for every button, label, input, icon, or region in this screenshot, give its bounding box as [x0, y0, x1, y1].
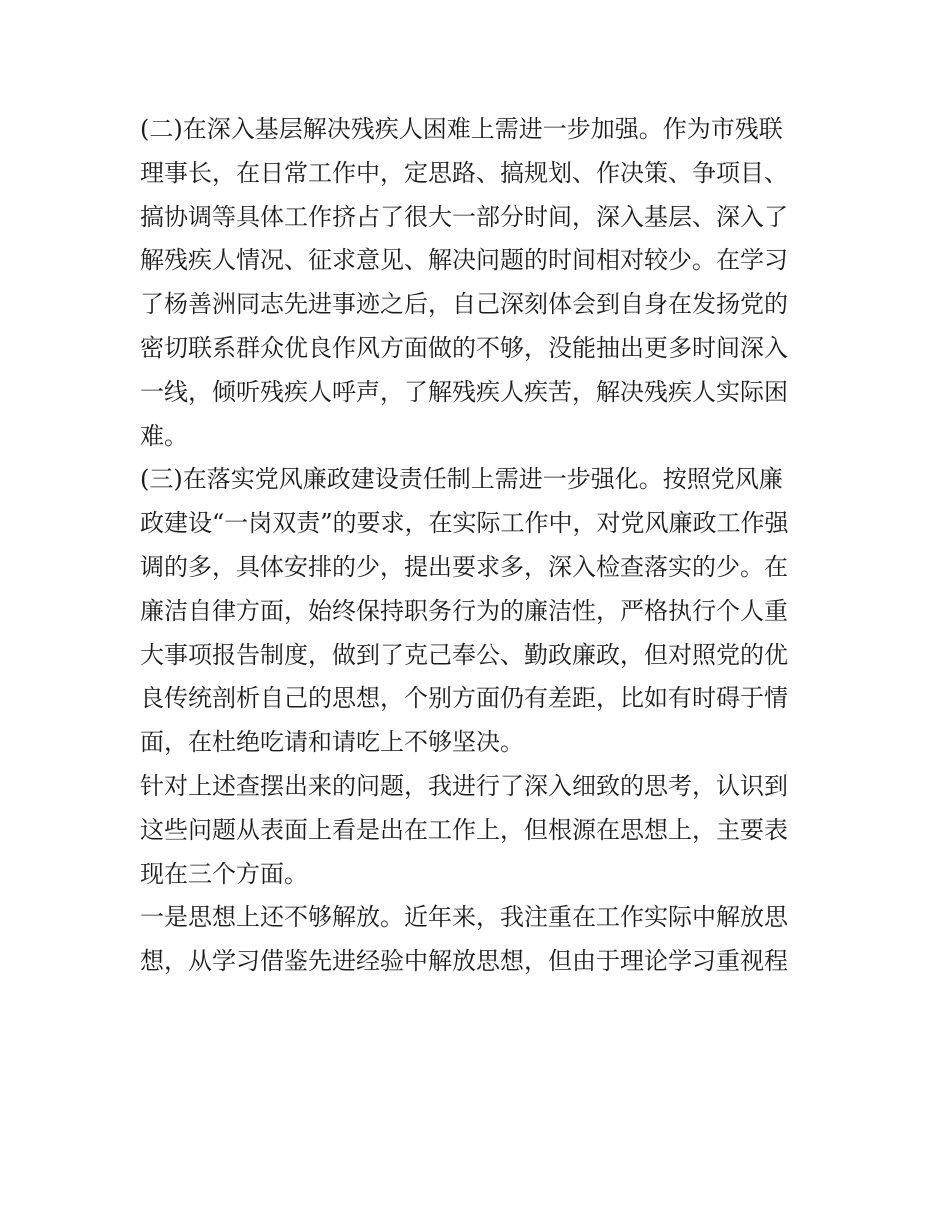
text-line: 面，在杜绝吃请和请吃上不够坚决。: [140, 728, 524, 757]
text-line: 了杨善洲同志先进事迹之后，自己深刻体会到自身在发扬党的: [140, 290, 788, 319]
text-line: 廉洁自律方面，始终保持职务行为的廉洁性，严格执行个人重: [140, 596, 788, 625]
text-line: 政建设“一岗双责”的要求，在实际工作中，对党风廉政工作强: [140, 509, 789, 538]
paragraph-point-one: [140, 896, 812, 984]
text-line: 调的多，具体安排的少，提出要求多，深入检查落实的少。在: [140, 552, 788, 581]
text-line: 针对上述查摆出来的问题，我进行了深入细致的思考，认识到: [140, 771, 788, 800]
paragraph-section-three: [140, 458, 812, 765]
text-line: (二)在深入基层解决残疾人困难上需进一步加强。作为市残联: [140, 115, 783, 143]
document-body: [140, 108, 812, 984]
text-line: 现在三个方面。: [140, 859, 308, 888]
text-line: 理事长，在日常工作中，定思路、搞规划、作决策、争项目、: [140, 158, 788, 187]
text-line: 解残疾人情况、征求意见、解决问题的时间相对较少。在学习: [140, 246, 788, 275]
text-line: 这些问题从表面上看是出在工作上，但根源在思想上，主要表: [140, 815, 788, 844]
text-line: 良传统剖析自己的思想，个别方面仍有差距，比如有时碍于情: [140, 684, 788, 713]
paragraph-root-cause-intro: [140, 765, 812, 896]
text-line: 一线，倾听残疾人呼声，了解残疾人疾苦，解决残疾人实际困: [140, 377, 788, 406]
text-line: 一是思想上还不够解放。近年来，我注重在工作实际中解放思: [140, 903, 788, 932]
text-line: 想，从学习借鉴先进经验中解放思想，但由于理论学习重视程: [140, 947, 788, 976]
text-line: 密切联系群众优良作风方面做的不够，没能抽出更多时间深入: [140, 333, 788, 362]
text-line: 大事项报告制度，做到了克己奉公、勤政廉政，但对照党的优: [140, 640, 788, 669]
text-line: (三)在落实党风廉政建设责任制上需进一步强化。按照党风廉: [140, 465, 783, 494]
paragraph-section-two: [140, 108, 812, 458]
text-line: 难。: [140, 421, 188, 450]
text-line: 搞协调等具体工作挤占了很大一部分时间，深入基层、深入了: [140, 202, 788, 231]
